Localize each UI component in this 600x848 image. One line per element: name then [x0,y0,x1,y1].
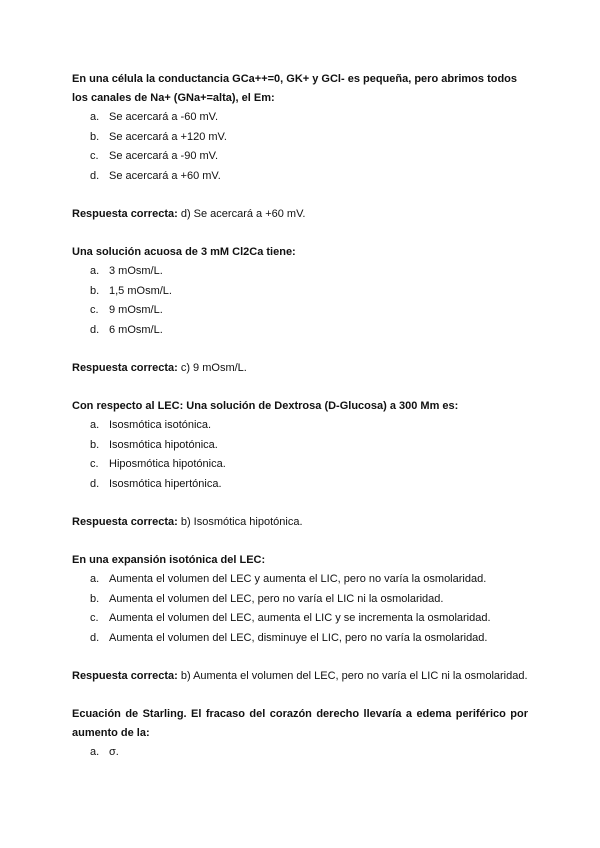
option-2b [72,282,528,302]
option-4a [72,570,528,590]
answer-label: Respuesta correcta: [72,670,178,682]
option-text: 6 mOsm/L. [109,323,163,336]
answer-4 [72,667,528,686]
option-marker: c. [90,304,99,316]
option-text: Aumenta el volumen del LEC, pero no varía el LIC ni la osmolaridad. [109,592,444,605]
option-marker: b. [90,284,100,297]
question-1: En una célula la conductancia GCa++=0, GK+ y GCl- es pequeña, pero abrimos todos los canales de Na+ (GNa+=alta), el Em: [72,73,518,104]
option-marker: a. [90,746,100,758]
option-text: σ. [109,746,119,758]
option-marker: d. [90,169,100,182]
option-text: Se acercará a -90 mV. [109,150,219,162]
option-4c [72,609,528,629]
option-text: Aumenta el volumen del LEC y aumenta el LIC, pero no varía la osmolaridad. [109,573,487,585]
option-text: Se acercará a -60 mV. [109,111,219,123]
answer-text: b) Isosmótica hipotónica. [177,516,303,528]
option-text: Se acercará a +60 mV. [109,169,221,182]
option-2a [72,262,528,282]
option-marker: d. [90,631,100,644]
option-marker: c. [90,150,99,162]
option-marker: a. [90,265,100,277]
option-text: Aumenta el volumen del LEC, disminuye el LIC, pero no varía la osmolaridad. [109,631,488,644]
option-2d [72,321,528,341]
document-content [72,70,528,763]
answer-2 [72,359,528,378]
option-1a [72,108,528,128]
options-list-3 [72,416,528,494]
option-text: Isosmótica hipotónica. [109,438,218,451]
option-4b [72,590,528,610]
options-list-2 [72,262,528,340]
answer-label: Respuesta correcta: [72,516,178,528]
option-text: 9 mOsm/L. [109,304,163,316]
option-2c [72,301,528,321]
options-list-1 [72,108,528,186]
option-marker: a. [90,111,100,123]
option-3b [72,436,528,456]
answer-text: b) Aumenta el volumen del LEC, pero no varía el LIC ni la osmolaridad. [177,670,528,682]
options-list-5 [72,743,528,763]
answer-3 [72,513,528,532]
option-text: Se acercará a +120 mV. [109,130,227,143]
option-text: 3 mOsm/L. [109,265,163,277]
option-marker: b. [90,592,100,605]
option-marker: b. [90,438,100,451]
option-1b [72,128,528,148]
question-3: Con respecto al LEC: Una solución de Dextrosa (D-Glucosa) a 300 Mm es: [72,400,459,412]
option-marker: a. [90,419,100,431]
answer-label: Respuesta correcta: [72,362,178,374]
option-marker: b. [90,130,100,143]
answer-text: c) 9 mOsm/L. [177,362,247,374]
option-marker: c. [90,612,99,624]
option-text: Isosmótica hipertónica. [109,477,222,490]
option-1d [72,167,528,187]
option-marker: d. [90,477,100,490]
option-3a [72,416,528,436]
option-text: Hiposmótica hipotónica. [109,458,226,470]
option-text: Isosmótica isotónica. [109,419,212,431]
option-5a [72,743,528,763]
options-list-4 [72,570,528,648]
option-marker: a. [90,573,100,585]
question-2: Una solución acuosa de 3 mM Cl2Ca tiene: [72,246,296,258]
option-3c [72,455,528,475]
option-1c [72,147,528,167]
option-marker: d. [90,323,100,336]
answer-label: Respuesta correcta: [72,208,178,220]
question-4: En una expansión isotónica del LEC: [72,554,266,566]
option-3d [72,475,528,495]
option-4d [72,629,528,649]
question-5: Ecuación de Starling. El fracaso del corazón derecho llevaría a edema periférico por aumento de la: [72,708,528,739]
option-marker: c. [90,458,99,470]
option-text: Aumenta el volumen del LEC, aumenta el LIC y se incrementa la osmolaridad. [109,612,491,624]
answer-1 [72,205,528,224]
option-text: 1,5 mOsm/L. [109,284,172,297]
answer-text: d) Se acercará a +60 mV. [177,208,306,220]
